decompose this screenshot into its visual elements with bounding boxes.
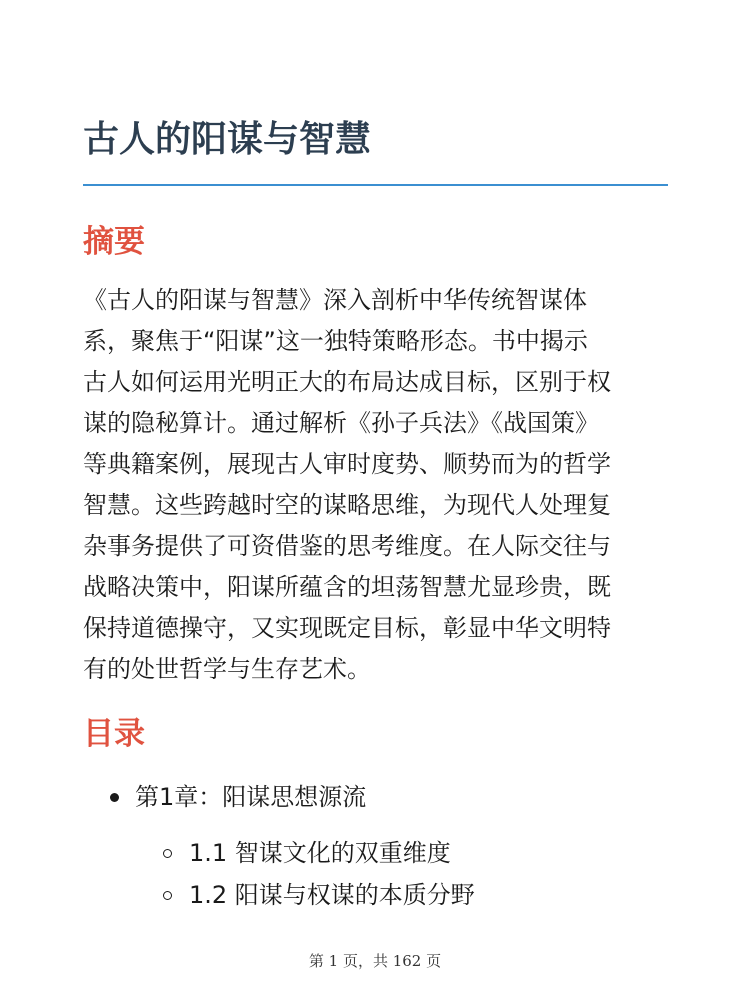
document-title: 古人的阳谋与智慧 — [83, 119, 372, 160]
toc-chapter-1[interactable] — [83, 776, 668, 818]
toc-chapter-label: 第1章：阳谋思想源流 — [135, 783, 367, 811]
abstract-line: 保持道德操守，又实现既定目标，彰显中华文明特 — [83, 614, 611, 642]
abstract-line: 智慧。这些跨越时空的谋略思维，为现代人处理复 — [83, 491, 611, 519]
bullet-disc-icon — [110, 793, 119, 802]
abstract-line: 战略决策中，阳谋所蕴含的坦荡智慧尤显珍贵，既 — [83, 573, 611, 601]
abstract-line: 谋的隐秘算计。通过解析《孙子兵法》《战国策》 — [83, 409, 599, 437]
abstract-line: 系，聚焦于“阳谋”这一独特策略形态。书中揭示 — [83, 327, 588, 355]
bullet-circle-icon — [163, 849, 172, 858]
toc-subsection-1-2[interactable] — [83, 874, 668, 916]
page-footer: 第 1 页，共 162 页 — [308, 952, 442, 970]
abstract-paragraph — [83, 280, 668, 690]
toc-subsection-label: 1.1 智谋文化的双重维度 — [189, 839, 451, 867]
abstract-line: 等典籍案例，展现古人审时度势、顺势而为的哲学 — [83, 450, 611, 478]
abstract-line: 古人如何运用光明正大的布局达成目标，区别于权 — [83, 368, 611, 396]
table-of-contents — [83, 776, 668, 916]
toc-heading: 目录 — [83, 716, 145, 752]
abstract-line: 杂事务提供了可资借鉴的思考维度。在人际交往与 — [83, 532, 611, 560]
toc-subsection-label: 1.2 阳谋与权谋的本质分野 — [189, 881, 475, 909]
abstract-heading: 摘要 — [83, 224, 145, 260]
bullet-circle-icon — [163, 891, 172, 900]
toc-subsection-1-1[interactable] — [83, 832, 668, 874]
title-divider — [83, 184, 668, 186]
abstract-line: 有的处世哲学与生存艺术。 — [83, 655, 371, 683]
abstract-line: 《古人的阳谋与智慧》深入剖析中华传统智谋体 — [83, 286, 587, 314]
toc-subsection-list-wrapper — [83, 832, 668, 916]
toc-subsection-list — [83, 832, 668, 916]
